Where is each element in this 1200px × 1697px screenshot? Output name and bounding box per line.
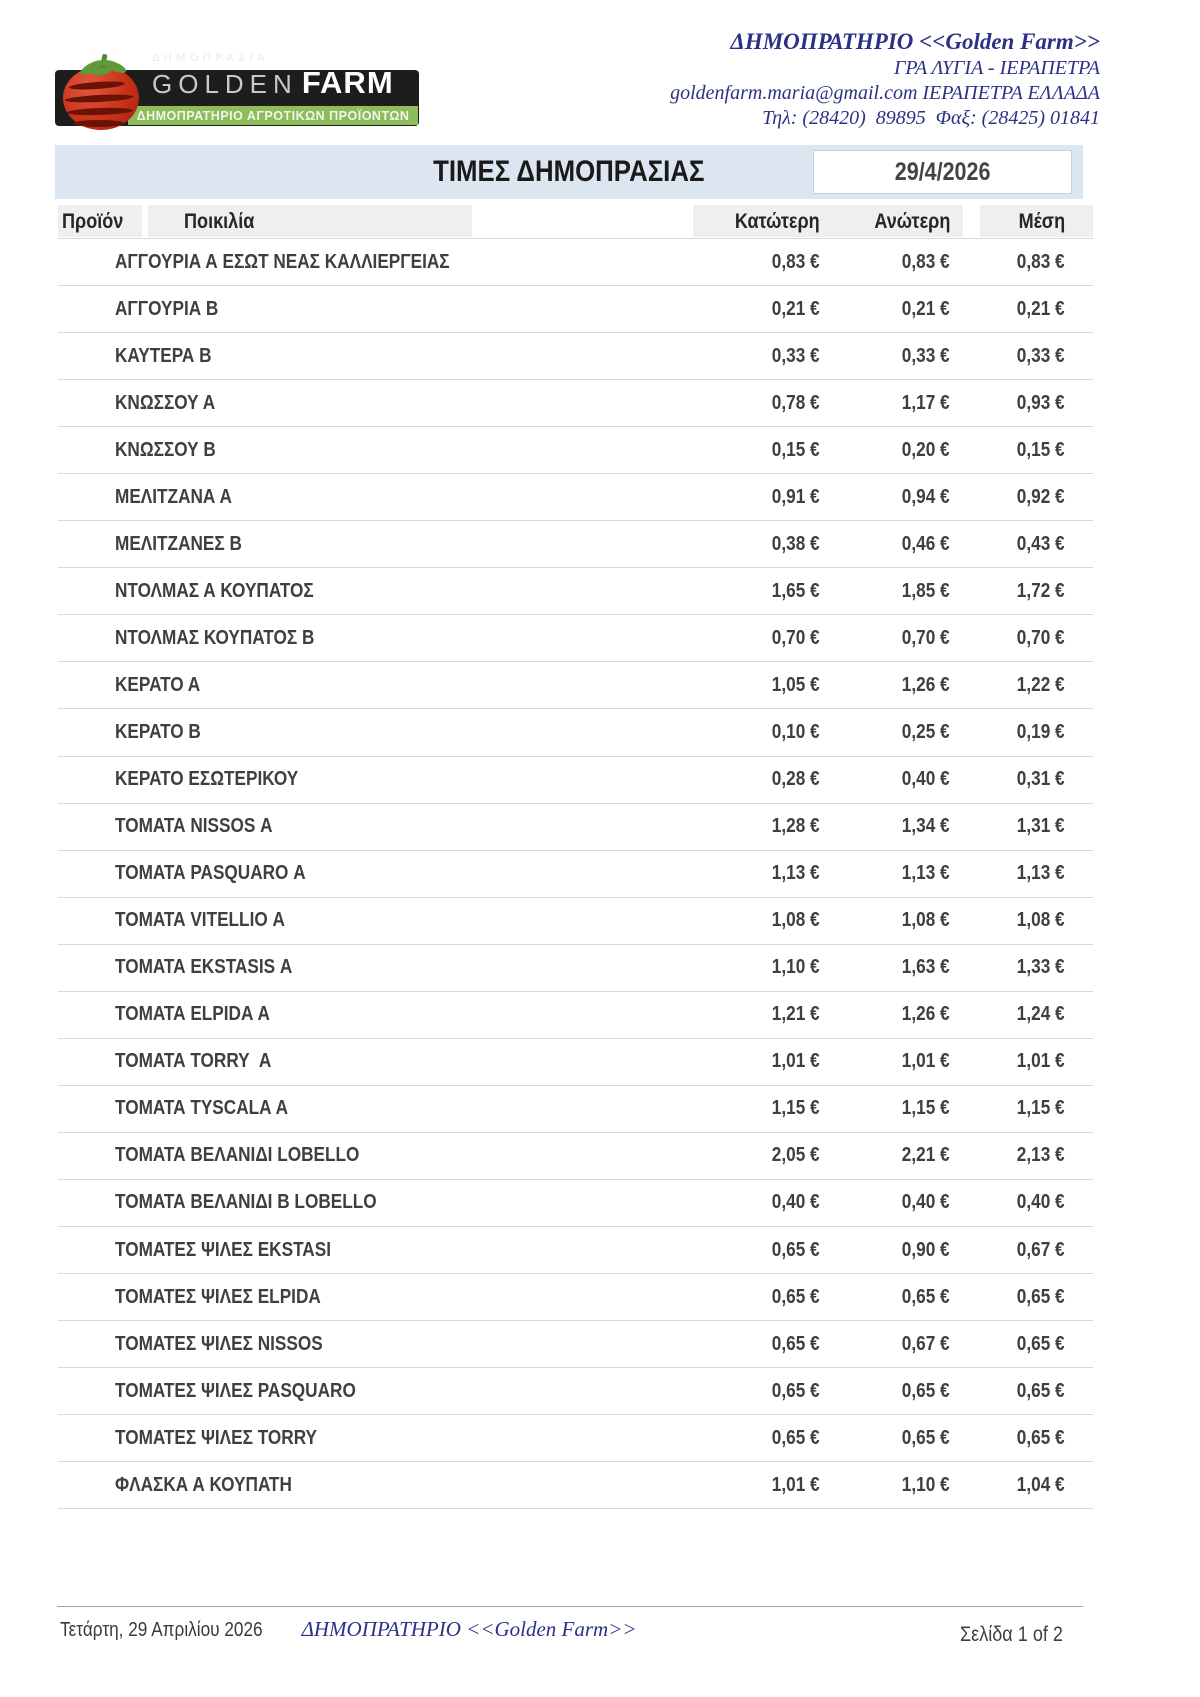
table-row bbox=[58, 474, 1093, 521]
table-row bbox=[58, 1039, 1093, 1086]
table-row bbox=[58, 1415, 1093, 1462]
footer-divider bbox=[57, 1606, 1083, 1607]
column-header-low: Κατώτερη bbox=[735, 209, 820, 233]
column-header-variety: Ποικιλία bbox=[184, 209, 255, 233]
price-low: 0,65 € bbox=[772, 1285, 820, 1308]
price-avg: 1,04 € bbox=[1017, 1473, 1065, 1496]
table-row bbox=[58, 1462, 1093, 1509]
table-body bbox=[58, 239, 1093, 1509]
price-high: 1,26 € bbox=[902, 673, 950, 696]
footer-company: ΔΗΜΟΠΡΑΤΗΡΙΟ <<Golden Farm>> bbox=[301, 1617, 637, 1641]
table-row bbox=[58, 568, 1093, 615]
price-high: 1,34 € bbox=[902, 815, 950, 838]
price-avg: 1,22 € bbox=[1017, 673, 1065, 696]
product-name: ΜΕΛΙΤΖΑΝΕΣ Β bbox=[115, 532, 242, 555]
price-low: 1,01 € bbox=[772, 1473, 820, 1496]
price-avg: 1,08 € bbox=[1017, 909, 1065, 932]
price-high: 0,90 € bbox=[902, 1238, 950, 1261]
price-high: 1,17 € bbox=[902, 391, 950, 414]
price-low: 1,01 € bbox=[772, 1050, 820, 1073]
product-name: ΝΤΟΛΜΑΣ Α ΚΟΥΠΑΤΟΣ bbox=[115, 579, 314, 602]
price-low: 0,21 € bbox=[772, 297, 820, 320]
price-high: 0,25 € bbox=[902, 720, 950, 743]
golden-farm-logo bbox=[55, 48, 421, 128]
product-name: ΜΕΛΙΤΖΑΝΑ Α bbox=[115, 485, 232, 508]
table-row bbox=[58, 1227, 1093, 1274]
price-avg: 1,24 € bbox=[1017, 1003, 1065, 1026]
footer-date: Τετάρτη, 29 Απριλίου 2026 bbox=[60, 1619, 263, 1641]
table-row bbox=[58, 1086, 1093, 1133]
price-high: 0,21 € bbox=[902, 297, 950, 320]
product-name: ΤΟΜΑΤΑ TORRY Α bbox=[115, 1050, 272, 1073]
price-low: 1,65 € bbox=[772, 579, 820, 602]
price-avg: 0,93 € bbox=[1017, 391, 1065, 414]
table-row bbox=[58, 1274, 1093, 1321]
company-phone-fax: Τηλ: (28420) 89895 Φαξ: (28425) 01841 bbox=[762, 107, 1100, 129]
price-high: 0,33 € bbox=[902, 344, 950, 367]
product-name: ΝΤΟΛΜΑΣ ΚΟΥΠΑΤΟΣ Β bbox=[115, 626, 315, 649]
company-email: goldenfarm.maria@gmail.com ΙΕΡΑΠΕΤΡΑ ΕΛΛΑΔΑ bbox=[670, 82, 1100, 104]
product-name: ΤΟΜΑΤΕΣ ΨΙΛΕΣ NISSOS bbox=[115, 1332, 323, 1355]
table-row bbox=[58, 1368, 1093, 1415]
price-low: 0,65 € bbox=[772, 1426, 820, 1449]
product-name: ΤΟΜΑΤΕΣ ΨΙΛΕΣ PASQUARO bbox=[115, 1379, 356, 1402]
page-title: ΤΙΜΕΣ ΔΗΜΟΠΡΑΣΙΑΣ bbox=[433, 155, 705, 188]
price-avg: 0,65 € bbox=[1017, 1285, 1065, 1308]
auction-date: 29/4/2026 bbox=[894, 157, 991, 186]
table-row bbox=[58, 992, 1093, 1039]
product-name: ΤΟΜΑΤΕΣ ΨΙΛΕΣ EKSTASI bbox=[115, 1238, 331, 1261]
company-location: ΓΡΑ ΛΥΓΙΑ - ΙΕΡΑΠΕΤΡΑ bbox=[893, 57, 1100, 79]
price-low: 0,65 € bbox=[772, 1238, 820, 1261]
table-row bbox=[58, 521, 1093, 568]
price-avg: 0,15 € bbox=[1017, 438, 1065, 461]
price-avg: 1,31 € bbox=[1017, 815, 1065, 838]
product-name: ΤΟΜΑΤΑ EKSTASIS Α bbox=[115, 956, 293, 979]
price-avg: 0,40 € bbox=[1017, 1191, 1065, 1214]
price-avg: 0,33 € bbox=[1017, 344, 1065, 367]
price-high: 0,65 € bbox=[902, 1285, 950, 1308]
price-avg: 0,70 € bbox=[1017, 626, 1065, 649]
table-row bbox=[58, 804, 1093, 851]
price-low: 2,05 € bbox=[772, 1144, 820, 1167]
price-low: 0,40 € bbox=[772, 1191, 820, 1214]
price-low: 0,65 € bbox=[772, 1332, 820, 1355]
price-low: 1,08 € bbox=[772, 909, 820, 932]
price-avg: 1,72 € bbox=[1017, 579, 1065, 602]
footer-left bbox=[60, 1617, 637, 1642]
price-avg: 1,33 € bbox=[1017, 956, 1065, 979]
logo-tagline-bar bbox=[128, 106, 418, 125]
price-avg: 1,01 € bbox=[1017, 1050, 1065, 1073]
price-high: 1,08 € bbox=[902, 909, 950, 932]
price-low: 1,15 € bbox=[772, 1097, 820, 1120]
company-info-block bbox=[670, 28, 1100, 131]
product-name: ΑΓΓΟΥΡΙΑ Β bbox=[115, 297, 219, 320]
column-header-high: Ανώτερη bbox=[873, 209, 950, 233]
price-avg: 0,83 € bbox=[1017, 250, 1065, 273]
company-name: ΔΗΜΟΠΡΑΤΗΡΙΟ <<Golden Farm>> bbox=[730, 29, 1100, 54]
price-high: 0,67 € bbox=[902, 1332, 950, 1355]
price-low: 0,10 € bbox=[772, 720, 820, 743]
table-row bbox=[58, 286, 1093, 333]
product-name: ΤΟΜΑΤΑ TYSCALA Α bbox=[115, 1097, 289, 1120]
price-avg: 0,43 € bbox=[1017, 532, 1065, 555]
product-name: ΤΟΜΑΤΑ ELPIDA Α bbox=[115, 1003, 270, 1026]
price-high: 1,10 € bbox=[902, 1473, 950, 1496]
price-low: 1,13 € bbox=[772, 862, 820, 885]
product-name: ΚΝΩΣΣΟΥ Α bbox=[115, 391, 216, 414]
price-low: 0,38 € bbox=[772, 532, 820, 555]
price-high: 1,26 € bbox=[902, 1003, 950, 1026]
price-high: 0,40 € bbox=[902, 768, 950, 791]
price-low: 1,10 € bbox=[772, 956, 820, 979]
product-name: ΚΑΥΤΕΡΑ Β bbox=[115, 344, 212, 367]
table-row bbox=[58, 662, 1093, 709]
table-row bbox=[58, 709, 1093, 756]
logo-brand-farm: FARM bbox=[301, 65, 394, 100]
table-row bbox=[58, 1321, 1093, 1368]
price-avg: 0,67 € bbox=[1017, 1238, 1065, 1261]
table-row bbox=[58, 1133, 1093, 1180]
product-name: ΚΕΡΑΤΟ Α bbox=[115, 673, 201, 696]
tomato-icon bbox=[61, 56, 143, 130]
footer-page-number: Σελίδα 1 of 2 bbox=[960, 1623, 1063, 1646]
product-name: ΤΟΜΑΤΕΣ ΨΙΛΕΣ TORRY bbox=[115, 1426, 317, 1449]
price-low: 0,78 € bbox=[772, 391, 820, 414]
title-bar bbox=[55, 145, 1083, 199]
price-high: 1,85 € bbox=[902, 579, 950, 602]
product-name: ΤΟΜΑΤΑ PASQUARO Α bbox=[115, 862, 306, 885]
price-table bbox=[58, 205, 1093, 1509]
table-row bbox=[58, 380, 1093, 427]
product-name: ΚΕΡΑΤΟ ΕΣΩΤΕΡΙΚΟΥ bbox=[115, 768, 299, 791]
price-high: 1,15 € bbox=[902, 1097, 950, 1120]
price-high: 0,65 € bbox=[902, 1426, 950, 1449]
table-row bbox=[58, 427, 1093, 474]
logo-auction-label: ΔΗΜΟΠΡΑΣΙΑ bbox=[152, 52, 270, 64]
logo-text bbox=[152, 52, 394, 101]
logo-brand bbox=[152, 65, 394, 101]
price-low: 1,05 € bbox=[772, 673, 820, 696]
price-low: 0,91 € bbox=[772, 485, 820, 508]
price-high: 2,21 € bbox=[902, 1144, 950, 1167]
column-header-product: Προϊόν bbox=[62, 209, 124, 233]
price-high: 1,13 € bbox=[902, 862, 950, 885]
price-avg: 0,65 € bbox=[1017, 1332, 1065, 1355]
price-low: 0,65 € bbox=[772, 1379, 820, 1402]
product-name: ΤΟΜΑΤΕΣ ΨΙΛΕΣ ELPIDA bbox=[115, 1285, 321, 1308]
table-row bbox=[58, 851, 1093, 898]
price-avg: 0,21 € bbox=[1017, 297, 1065, 320]
product-name: ΤΟΜΑΤΑ ΒΕΛΑΝΙΔΙ LOBELLO bbox=[115, 1144, 360, 1167]
price-high: 0,40 € bbox=[902, 1191, 950, 1214]
price-low: 0,83 € bbox=[772, 250, 820, 273]
product-name: ΤΟΜΑΤΑ NISSOS Α bbox=[115, 815, 273, 838]
auction-date-box bbox=[813, 150, 1072, 194]
table-header-row bbox=[58, 205, 1093, 239]
price-high: 1,63 € bbox=[902, 956, 950, 979]
product-name: ΚΝΩΣΣΟΥ Β bbox=[115, 438, 216, 461]
product-name: ΚΕΡΑΤΟ Β bbox=[115, 720, 201, 743]
price-low: 1,28 € bbox=[772, 815, 820, 838]
product-name: ΑΓΓΟΥΡΙΑ Α ΕΣΩΤ ΝΕΑΣ ΚΑΛΛΙΕΡΓΕΙΑΣ bbox=[115, 250, 450, 273]
price-low: 0,33 € bbox=[772, 344, 820, 367]
table-row bbox=[58, 333, 1093, 380]
table-row bbox=[58, 1180, 1093, 1227]
table-row bbox=[58, 898, 1093, 945]
price-avg: 1,13 € bbox=[1017, 862, 1065, 885]
price-high: 0,83 € bbox=[902, 250, 950, 273]
price-avg: 0,31 € bbox=[1017, 768, 1065, 791]
price-high: 1,01 € bbox=[902, 1050, 950, 1073]
logo-tagline: ΔΗΜΟΠΡΑΤΗΡΙΟ ΑΓΡΟΤΙΚΩΝ ΠΡΟΪΟΝΤΩΝ bbox=[136, 108, 410, 123]
price-low: 1,21 € bbox=[772, 1003, 820, 1026]
product-name: ΦΛΑΣΚΑ Α ΚΟΥΠΑΤΗ bbox=[115, 1473, 292, 1496]
price-high: 0,65 € bbox=[902, 1379, 950, 1402]
table-row bbox=[58, 239, 1093, 286]
price-high: 0,20 € bbox=[902, 438, 950, 461]
table-row bbox=[58, 945, 1093, 992]
price-low: 0,28 € bbox=[772, 768, 820, 791]
price-avg: 2,13 € bbox=[1017, 1144, 1065, 1167]
price-low: 0,70 € bbox=[772, 626, 820, 649]
table-row bbox=[58, 615, 1093, 662]
logo-brand-golden: GOLDEN bbox=[152, 69, 298, 99]
price-avg: 0,65 € bbox=[1017, 1426, 1065, 1449]
price-high: 0,94 € bbox=[902, 485, 950, 508]
price-avg: 0,92 € bbox=[1017, 485, 1065, 508]
price-high: 0,70 € bbox=[902, 626, 950, 649]
table-row bbox=[58, 757, 1093, 804]
product-name: ΤΟΜΑΤΑ VITELLIO Α bbox=[115, 909, 285, 932]
price-avg: 0,65 € bbox=[1017, 1379, 1065, 1402]
price-avg: 1,15 € bbox=[1017, 1097, 1065, 1120]
price-avg: 0,19 € bbox=[1017, 720, 1065, 743]
price-high: 0,46 € bbox=[902, 532, 950, 555]
product-name: ΤΟΜΑΤΑ ΒΕΛΑΝΙΔΙ Β LOBELLO bbox=[115, 1191, 377, 1214]
column-header-avg: Μέση bbox=[1018, 209, 1065, 233]
price-low: 0,15 € bbox=[772, 438, 820, 461]
